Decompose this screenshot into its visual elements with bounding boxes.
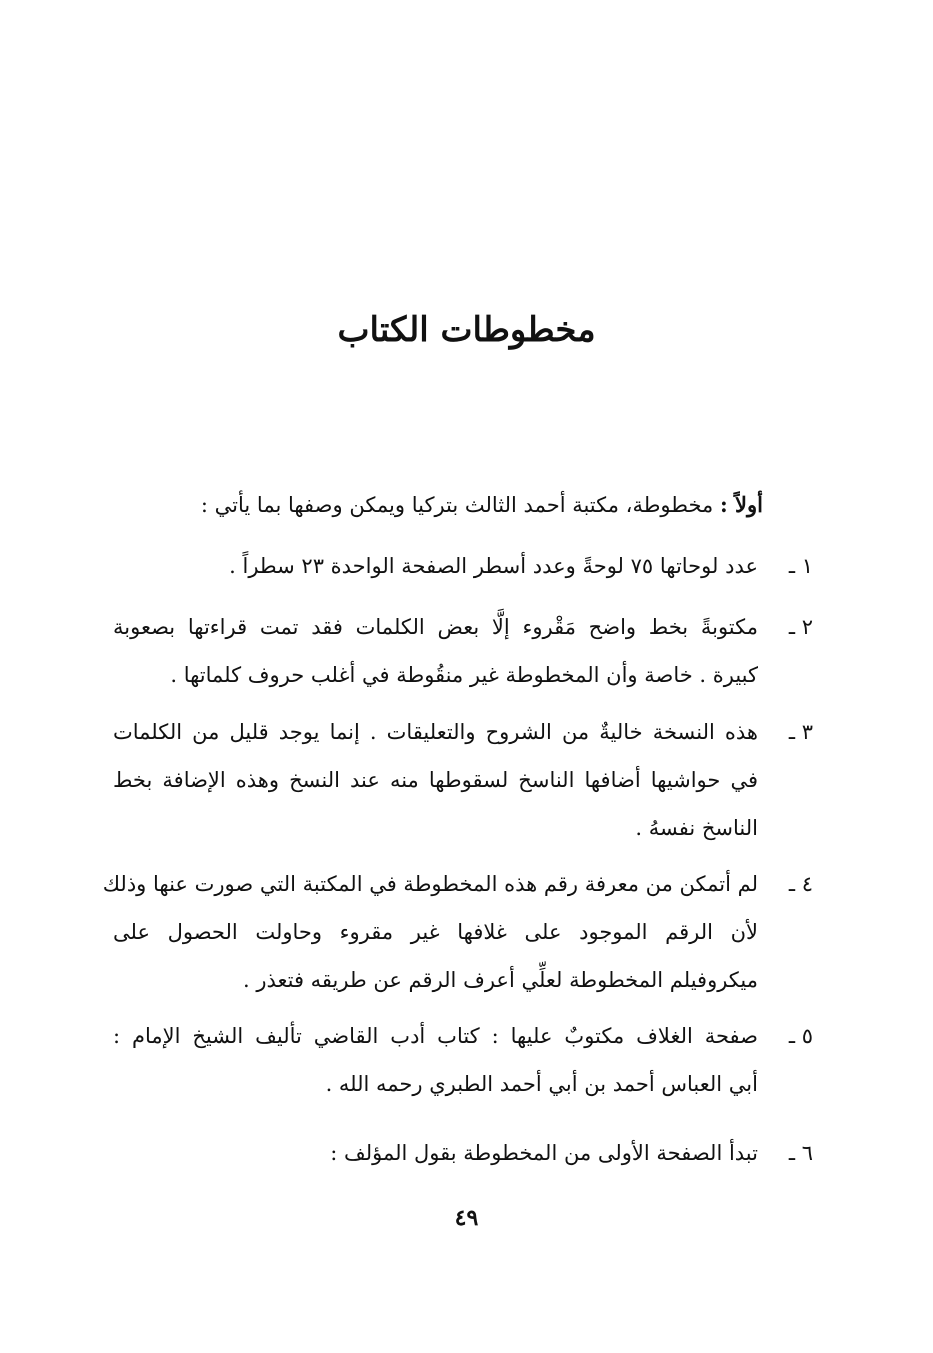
list-item-line: في حواشيها أضافها الناسخ لسقوطها منه عند النسخ وهذه الإضافة بخط [113, 768, 758, 792]
list-item-1 [113, 542, 813, 590]
page-number: ٤٩ [454, 1205, 479, 1231]
list-item-number: ١ ـ [788, 554, 813, 578]
list-item-4 [102, 860, 813, 1004]
list-item-2 [113, 603, 813, 699]
list-item-number: ٦ ـ [788, 1141, 813, 1165]
list-item-line: الناسخ نفسهُ . [635, 816, 758, 840]
list-item-line: لأن الرقم الموجود على غلافها غير مقروء وحاولت الحصول على [113, 920, 758, 944]
list-item-line: لم أتمكن من معرفة رقم هذه المخطوطة في المكتبة التي صورت عنها وذلك [102, 872, 758, 896]
list-item-3 [113, 708, 813, 852]
list-item-number: ٤ ـ [788, 872, 813, 896]
list-item-line: صفحة الغلاف مكتوبٌ عليها : كتاب أدب القاضي تأليف الشيخ الإمام : [113, 1024, 758, 1048]
list-item-6 [113, 1129, 813, 1177]
list-item-number: ٥ ـ [788, 1024, 813, 1048]
list-item-5 [113, 1012, 813, 1108]
intro-lead: أولاً : [719, 492, 763, 517]
list-item-number: ٣ ـ [788, 720, 813, 744]
list-item-line: مكتوبةً بخط واضح مَقْروء إلَّا بعض الكلمات فقد تمت قراءتها بصعوبة [113, 615, 758, 639]
list-item-number: ٢ ـ [788, 615, 813, 639]
list-item-line: تبدأ الصفحة الأولى من المخطوطة بقول المؤلف : [330, 1141, 758, 1165]
intro-paragraph [113, 485, 763, 525]
list-item-line: هذه النسخة خاليةٌ من الشروح والتعليقات . إنما يوجد قليل من الكلمات [113, 720, 758, 744]
intro-text: مخطوطة، مكتبة أحمد الثالث بتركيا ويمكن وصفها بما يأتي : [200, 493, 720, 517]
list-item-line: عدد لوحاتها ٧٥ لوحةً وعدد أسطر الصفحة الواحدة ٢٣ سطراً . [229, 554, 758, 578]
list-item-line: ميكروفيلم المخطوطة لعلِّي أعرف الرقم عن طريقه فتعذر . [242, 968, 758, 992]
list-item-line: أبي العباس أحمد بن أبي أحمد الطبري رحمه الله . [325, 1072, 758, 1096]
list-item-line: كبيرة . خاصة وأن المخطوطة غير منقُوطة في أغلب حروف كلماتها . [170, 663, 758, 687]
page-title: مخطوطات الكتاب [337, 310, 596, 350]
